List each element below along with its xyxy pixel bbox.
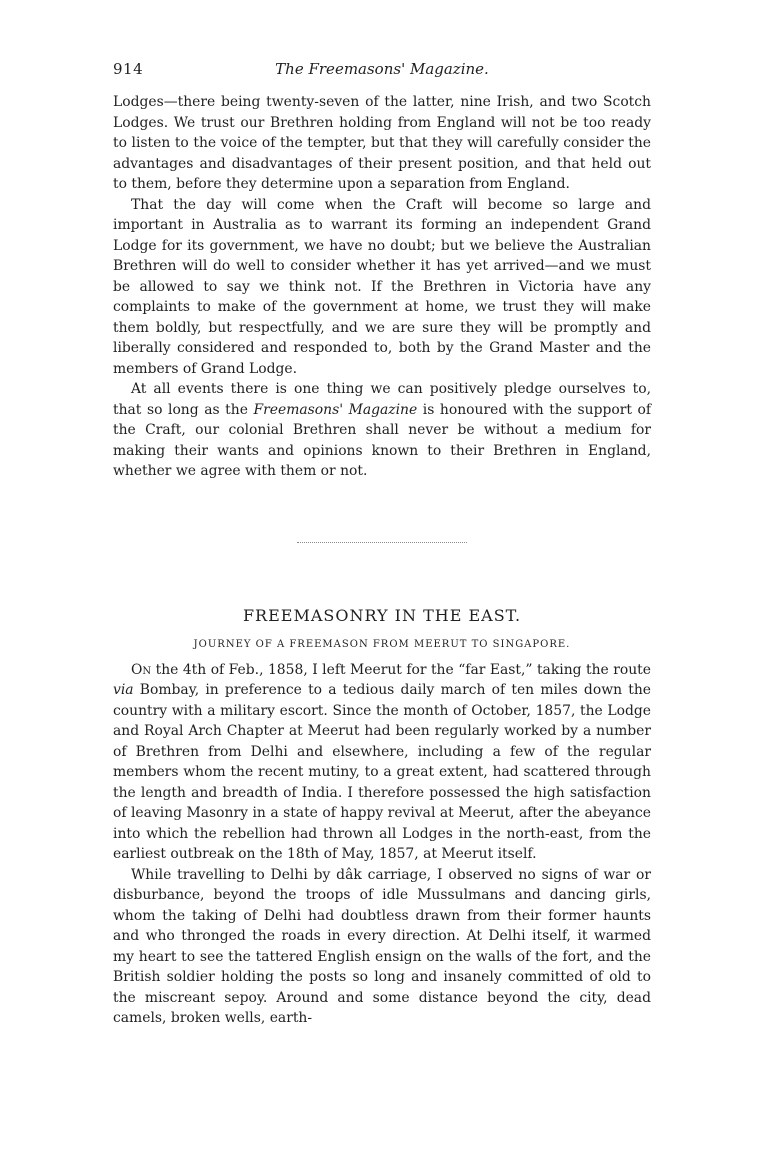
text-run: is honoured with the support of the Craft, our colonial Brethren shall never be without a medium for making their wants and opinions known to their Brethren in England, whether we agree with them or not. <box>113 401 652 479</box>
paragraph: That the day will come when the Craft will become so large and important in Australia as to warrant its forming an independent Grand Lodge for its government, we have no doubt; but we believe the Australian Brethren will do well to consider whether it has yet arrived—and we must be allowed to say we think not. If the Brethren in Victoria have any complaints to make of the government at home, we trust they will make them boldly, but respectfully, and we are sure they will be promptly and liberally considered and responded to, both by the Grand Master and the members of Grand Lodge. <box>113 196 651 377</box>
page-number: 914 <box>113 60 144 78</box>
paragraph <box>113 660 651 865</box>
paragraph: While travelling to Delhi by dâk carriage, I observed no signs of war or disburbance, beyond the troops of idle Mussulmans and dancing girls, whom the taking of Delhi had doubtless drawn from their former haunts and who thronged the roads in every direction. At Delhi itself, it warmed my heart to see the tattered English ensign on the walls of the fort, and the British soldier holding the posts so long and insanely committed of old to the miscreant sepoy. Around and some distance beyond the city, dead camels, broken wells, earth- <box>113 866 651 1026</box>
article-subtitle: JOURNEY OF A FREEMASON FROM MEERUT TO SINGAPORE. <box>193 638 571 650</box>
text-run: the 4th of Feb., 1858, I left Meerut for the “far East,” taking the route <box>151 661 651 678</box>
article-title: FREEMASONRY IN THE EAST. <box>242 605 522 625</box>
running-head <box>113 60 651 86</box>
first-article-body <box>113 92 651 482</box>
italic-word: via <box>113 682 134 698</box>
paragraph <box>113 379 651 482</box>
lead-word: On <box>131 661 152 678</box>
section-divider <box>297 542 467 544</box>
magazine-name-italic: Freemasons' Magazine <box>253 401 418 418</box>
journal-title: The Freemasons' Magazine. <box>275 60 489 78</box>
text-run: Bombay, in preference to a tedious daily march of ten miles down the country with a military escort. Since the month of October, 1857, the Lodge and Royal Arch Chapter at Meerut had been regularly worked by a number of Brethren from Delhi and elsewhere, including a few of the regular members whom the recent mutiny, to a great extent, had scattered through the length and breadth of India. I therefore possessed the high satisfaction of leaving Masonry in a state of happy revival at Meerut, after the abeyance into which the rebellion had thrown all Lodges in the north-east, from the earliest outbreak on the 18th of May, 1857, at Meerut itself. <box>113 682 651 862</box>
paragraph: Lodges—there being twenty-seven of the latter, nine Irish, and two Scotch Lodges. We trust our Brethren holding from England will not be too ready to listen to the voice of the tempter, but that they will carefully consider the advantages and disadvantages of their present position, and that held out to them, before they determine upon a separation from England. <box>113 94 651 192</box>
text-run: At all events there is one thing we can positively pledge ourselves to, that so long as the <box>113 381 651 418</box>
second-article-body <box>113 660 651 1029</box>
